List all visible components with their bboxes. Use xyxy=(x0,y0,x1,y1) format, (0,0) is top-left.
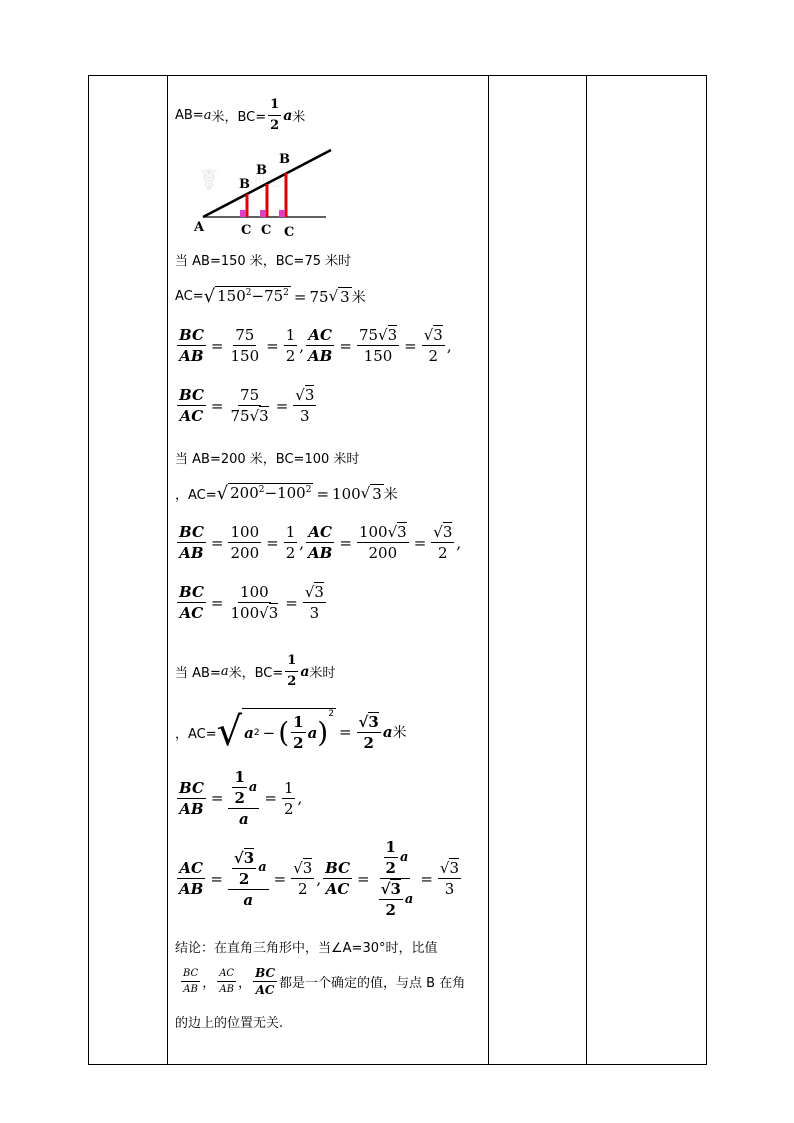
label-B: B xyxy=(256,163,267,178)
text: 米 xyxy=(292,110,306,125)
content-cell xyxy=(175,76,485,1064)
var-a: a xyxy=(203,108,212,123)
watermark-text: 世纪 xyxy=(253,174,281,190)
var-a: a xyxy=(283,107,293,124)
label-C: C xyxy=(284,225,295,238)
column-divider xyxy=(167,76,168,1064)
ratio-line: $\frac{BC}{AB}$ = $\frac{100}{200}$ = $\frac{1}{2}$ , $\frac{AC}{AB}$ = $\frac{100√3}{200}$ = $\frac{√3}{2}$ , xyxy=(179,523,462,562)
conclusion-line: $\frac{BC}{AB}$ ， $\frac{AC}{AB}$ ， $\frac{BC}{AC}$ 都是一个确定的值，与点 B 在角 xyxy=(183,966,466,997)
right-angle-mark xyxy=(260,210,266,217)
conclusion-line: 结论：在直角三角形中，当∠A=30°时，比值 xyxy=(175,941,438,956)
fraction-half: $\frac{1}{2}$ xyxy=(270,97,280,133)
ac-formula: ，AC= √ $200^2-100^2$ = 100 √ 3 米 xyxy=(175,483,398,504)
triangle-diagram xyxy=(181,146,341,238)
column-divider xyxy=(586,76,587,1064)
right-angle-mark xyxy=(240,210,246,217)
ratio-line: $\frac{BC}{AB}$ = $\frac{75}{150}$ = $\frac{1}{2}$ , $\frac{AC}{AB}$ = $\frac{75√3}{150}$ = $\frac{√3}{2}$ , xyxy=(179,326,452,365)
ac-formula: AC= √ $150^2-75^2$ = 75 √ 3 米 xyxy=(175,286,366,307)
ratio-line: $\frac{BC}{AC}$ = $\frac{100}{100√3}$ = $\frac{√3}{3}$ xyxy=(179,583,324,622)
case-condition: 当 AB= a 米，BC= $\frac{1}{2}$ a 米时 xyxy=(175,653,336,689)
ratio-line: $\frac{BC}{AC}$ = $\frac{75}{75√3}$ = $\frac{√3}{3}$ xyxy=(179,386,315,425)
column-divider xyxy=(488,76,489,1064)
definition-line xyxy=(175,96,305,135)
lesson-table xyxy=(88,75,707,1065)
text: AB= xyxy=(175,108,204,123)
ratio-line: $\frac{AC}{AB}$ = $\frac{√3}{2}$ a a = $\frac{√3}{2}$ , $\frac{BC}{AC}$ = $\frac{1}{2}$ a $\frac{√3}{2}$ a = $\frac{√3}{3}$ xyxy=(179,838,460,919)
case-condition: 当 AB=200 米，BC=100 米时 xyxy=(175,452,360,467)
watermark-logo: ☤ xyxy=(199,163,220,198)
label-C: C xyxy=(261,223,272,238)
ac-formula: ，AC= √ a 2 − ( $\frac{1}{2}$ a ) $^2$ = $\frac{√3}{2}$ a 米 xyxy=(175,709,407,755)
label-B: B xyxy=(239,177,250,192)
label-C: C xyxy=(241,223,252,238)
right-angle-mark xyxy=(279,210,285,217)
case-condition: 当 AB=150 米，BC=75 米时 xyxy=(175,254,352,269)
label-A: A xyxy=(194,220,205,235)
ratio-line: $\frac{BC}{AB}$ = $\frac{1}{2}$ a a = $\frac{1}{2}$ , xyxy=(179,768,303,828)
text: 米，BC= xyxy=(211,110,267,125)
label-B: B xyxy=(279,152,290,167)
conclusion-line: 的边上的位置无关. xyxy=(175,1016,284,1031)
